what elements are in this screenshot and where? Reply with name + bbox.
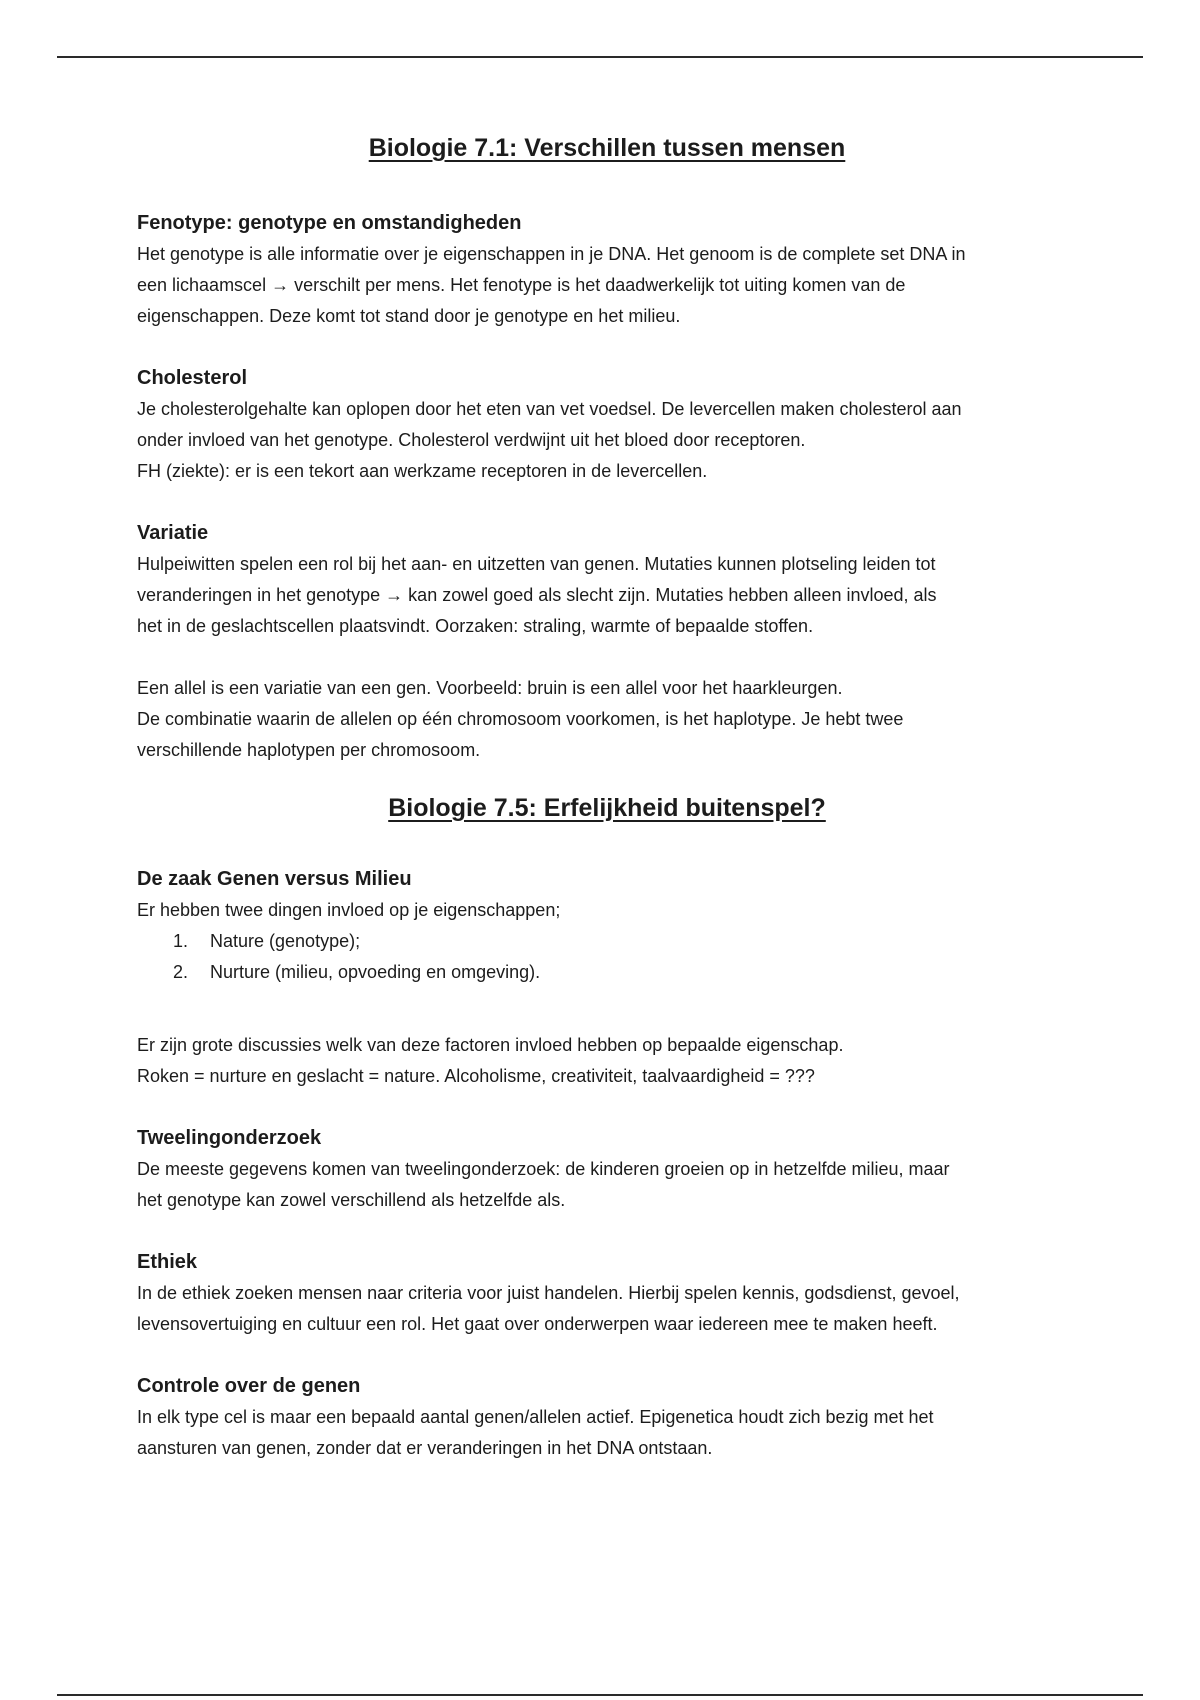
list-item	[137, 957, 1077, 988]
list-number: 2.	[173, 962, 189, 982]
paragraph-line: Een allel is een variatie van een gen. Voorbeeld: bruin is een allel voor het haarkleurgen.	[137, 678, 843, 698]
section-variatie	[137, 518, 1077, 766]
bottom-rule	[57, 1694, 1143, 1696]
list-text: Nurture (milieu, opvoeding en omgeving).	[210, 962, 541, 982]
paragraph-line: Er zijn grote discussies welk van deze factoren invloed hebben op bepaalde eigenschap.	[137, 1035, 844, 1055]
paragraph-line: Je cholesterolgehalte kan oplopen door het eten van vet voedsel. De levercellen maken cholesterol aan	[137, 399, 962, 419]
paragraph-line: In elk type cel is maar een bepaald aantal genen/allelen actief. Epigenetica houdt zich bezig met het	[137, 1407, 934, 1427]
list-number: 1.	[173, 931, 189, 951]
section-ethiek	[137, 1247, 1077, 1340]
section-heading: De zaak Genen versus Milieu	[137, 868, 412, 890]
section-genen-vs-milieu	[137, 864, 1077, 1092]
paragraph-line: In de ethiek zoeken mensen naar criteria voor juist handelen. Hierbij spelen kennis, godsdienst, gevoel,	[137, 1283, 960, 1303]
paragraph-line: verschillende haplotypen per chromosoom.	[137, 740, 481, 760]
list-text: Nature (genotype);	[210, 931, 361, 951]
section-heading: Cholesterol	[137, 367, 248, 389]
paragraph-line: Er hebben twee dingen invloed op je eigenschappen;	[137, 900, 561, 920]
paragraph-line: Hulpeiwitten spelen een rol bij het aan- en uitzetten van genen. Mutaties kunnen plotseling leiden tot	[137, 554, 936, 574]
paragraph-line: een lichaamscel → verschilt per mens. Het fenotype is het daadwerkelijk tot uiting komen van de	[137, 275, 906, 295]
paragraph-line: onder invloed van het genotype. Cholesterol verdwijnt uit het bloed door receptoren.	[137, 430, 806, 450]
section-heading: Ethiek	[137, 1251, 198, 1273]
section-heading: Controle over de genen	[137, 1375, 361, 1397]
section-heading: Fenotype: genotype en omstandigheden	[137, 212, 522, 234]
list-item	[137, 926, 1077, 957]
paragraph-line: veranderingen in het genotype → kan zowel goed als slecht zijn. Mutaties hebben alleen invloed, als	[137, 585, 937, 605]
paragraph-line: het genotype kan zowel verschillend als hetzelfde als.	[137, 1190, 566, 1210]
title-biologie-7-5: Biologie 7.5: Erfelijkheid buitenspel?	[388, 794, 826, 822]
section-cholesterol	[137, 363, 1077, 487]
section-fenotype	[137, 208, 1077, 332]
numbered-list	[137, 926, 1077, 988]
paragraph-line: Het genotype is alle informatie over je eigenschappen in je DNA. Het genoom is de complete set DNA in	[137, 244, 966, 264]
paragraph-line: De combinatie waarin de allelen op één chromosoom voorkomen, is het haplotype. Je hebt twee	[137, 709, 904, 729]
section-heading: Variatie	[137, 522, 209, 544]
paragraph-line: eigenschappen. Deze komt tot stand door je genotype en het milieu.	[137, 306, 681, 326]
document-body	[137, 128, 1077, 1464]
paragraph-line: Roken = nurture en geslacht = nature. Alcoholisme, creativiteit, taalvaardigheid = ???	[137, 1066, 815, 1086]
paragraph-line: aansturen van genen, zonder dat er veranderingen in het DNA ontstaan.	[137, 1438, 713, 1458]
paragraph-line: FH (ziekte): er is een tekort aan werkzame receptoren in de levercellen.	[137, 461, 708, 481]
paragraph-line: het in de geslachtscellen plaatsvindt. Oorzaken: straling, warmte of bepaalde stoffen.	[137, 616, 814, 636]
section-heading: Tweelingonderzoek	[137, 1127, 322, 1149]
top-rule	[57, 56, 1143, 58]
section-controle-genen	[137, 1371, 1077, 1464]
title-biologie-7-1: Biologie 7.1: Verschillen tussen mensen	[368, 134, 846, 162]
paragraph-line: De meeste gegevens komen van tweelingonderzoek: de kinderen groeien op in hetzelfde milieu, maar	[137, 1159, 950, 1179]
section-tweelingonderzoek	[137, 1123, 1077, 1216]
paragraph-line: levensovertuiging en cultuur een rol. Het gaat over onderwerpen waar iedereen mee te maken heeft.	[137, 1314, 938, 1334]
